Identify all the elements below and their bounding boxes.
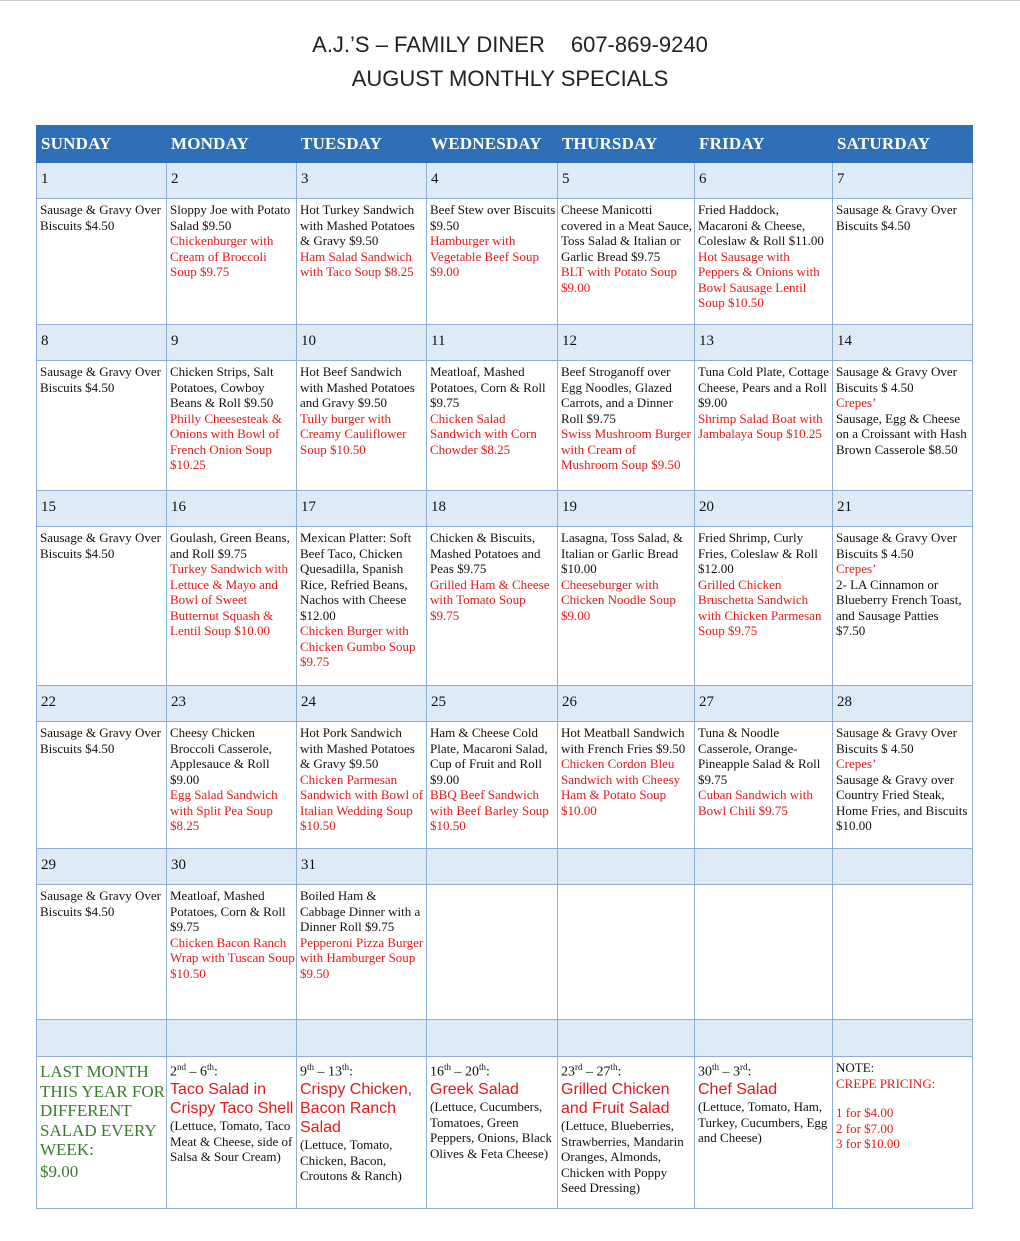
crepe-special: 2- LA Cinnamon or Blueberry French Toast, and Sausage Patties $7.50: [836, 576, 962, 638]
weekday-header: WEDNESDAY: [427, 126, 558, 163]
sandwich-soup-special: Grilled Ham & Cheese with Tomato Soup $9.75: [430, 576, 550, 623]
spacer-row: [37, 1020, 973, 1057]
phone-number: 607-869-9240: [570, 32, 708, 57]
regular-special: Cheese Manicotti covered in a Meat Sauce, Toss Salad & Italian or Garlic Bread $9.75: [561, 202, 693, 264]
regular-special: Sausage & Gravy Over Biscuits $4.50: [40, 530, 161, 561]
day-cell: [297, 722, 427, 849]
day-cell: [833, 199, 973, 325]
day-cell: [427, 722, 558, 849]
day-cell: [558, 199, 695, 325]
date-number: 23: [167, 686, 297, 722]
salad-name: Chef Salad: [698, 1081, 778, 1099]
sandwich-soup-special: Hamburger with Vegetable Beef Soup $9.00: [430, 233, 540, 279]
spacer-cell: [37, 1020, 167, 1057]
date-number: 3: [297, 163, 427, 199]
regular-special: Chicken Strips, Salt Potatoes, Cowboy Beans & Roll $9.50: [170, 364, 274, 410]
regular-special: Meatloaf, Mashed Potatoes, Corn & Roll $9.75: [430, 364, 546, 410]
day-cell: [37, 722, 167, 849]
date-number: 8: [37, 325, 167, 361]
regular-special: Sausage & Gravy Over Biscuits $ 4.50: [836, 530, 957, 561]
salad-row: [37, 1057, 973, 1209]
day-cell: [427, 527, 558, 686]
day-cell: [558, 722, 695, 849]
date-number: 26: [558, 686, 695, 722]
date-number: 24: [297, 686, 427, 722]
salad-description: (Lettuce, Blueberries, Strawberries, Mandarin Oranges, Almonds, Chicken with Poppy Seed Dressing): [561, 1118, 684, 1196]
date-number: 30: [167, 849, 297, 885]
salad-name: Greek Salad: [430, 1081, 519, 1099]
date-number: 10: [297, 325, 427, 361]
regular-special: Meatloaf, Mashed Potatoes, Corn & Roll $9.75: [170, 888, 286, 934]
day-cell: [695, 199, 833, 325]
weekday-header: SUNDAY: [37, 126, 167, 163]
date-number: [427, 849, 558, 885]
date-row: [37, 849, 973, 885]
spacer-cell: [695, 1020, 833, 1057]
date-number: 19: [558, 491, 695, 527]
sandwich-soup-special: Turkey Sandwich with Lettuce & Mayo and Bowl of Sweet Butternut Squash & Lentil Soup $10.00: [170, 561, 288, 638]
regular-special: Boiled Ham & Cabbage Dinner with a Dinner Roll $9.75: [300, 888, 421, 934]
date-row: [37, 163, 973, 199]
day-cell: [427, 361, 558, 491]
crepe-special: Sausage & Gravy over Country Fried Steak, Home Fries, and Biscuits $10.00: [836, 771, 968, 833]
sandwich-soup-special: Cuban Sandwich with Bowl Chili $9.75: [698, 787, 813, 818]
regular-special: Sausage & Gravy Over Biscuits $4.50: [40, 725, 161, 756]
date-number: 17: [297, 491, 427, 527]
regular-special: Tuna & Noodle Casserole, Orange-Pineapple Salad & Roll $9.75: [698, 725, 821, 787]
sandwich-soup-special: BLT with Potato Soup $9.00: [561, 264, 677, 295]
regular-special: Ham & Cheese Cold Plate, Macaroni Salad, Cup of Fruit and Roll $9.00: [430, 725, 548, 787]
regular-special: Chicken & Biscuits, Mashed Potatoes and Peas $9.75: [430, 530, 541, 576]
salad-date-range: 2nd – 6th:: [170, 1062, 218, 1080]
crepes-label: Crepes’: [836, 756, 877, 771]
date-number: 25: [427, 686, 558, 722]
salad-date-range: 23rd – 27th:: [561, 1062, 622, 1080]
sandwich-soup-special: Grilled Chicken Bruschetta Sandwich with Chicken Parmesan Soup $9.75: [698, 576, 822, 638]
regular-special: Lasagna, Toss Salad, & Italian or Garlic Bread $10.00: [561, 530, 683, 576]
day-cell: [37, 527, 167, 686]
crepe-price: 3 for $10.00: [836, 1136, 900, 1151]
regular-special: Hot Turkey Sandwich with Mashed Potatoes & Gravy $9.50: [300, 202, 415, 248]
salad-name: Grilled Chicken and Fruit Salad: [561, 1081, 670, 1118]
sandwich-soup-special: Chicken Salad Sandwich with Corn Chowder $8.25: [430, 410, 537, 457]
crepe-pricing-cell: [833, 1057, 973, 1209]
weekday-header-row: [37, 126, 973, 163]
day-cell: [558, 361, 695, 491]
day-cell: [833, 722, 973, 849]
salad-week-cell: [427, 1057, 558, 1209]
regular-special: Sausage & Gravy Over Biscuits $4.50: [836, 202, 957, 233]
regular-special: Sausage & Gravy Over Biscuits $ 4.50: [836, 725, 957, 756]
date-number: 28: [833, 686, 973, 722]
date-number: [558, 849, 695, 885]
salad-week-cell: [297, 1057, 427, 1209]
weekday-header: FRIDAY: [695, 126, 833, 163]
date-number: 16: [167, 491, 297, 527]
date-number: 12: [558, 325, 695, 361]
day-cell: [167, 361, 297, 491]
regular-special: Beef Stroganoff over Egg Noodles, Glazed Carrots, and a Dinner Roll $9.75: [561, 364, 673, 426]
salad-promo-cell: [37, 1057, 167, 1209]
regular-special: Tuna Cold Plate, Cottage Cheese, Pears and a Roll $9.00: [698, 364, 829, 410]
salad-week-cell: [695, 1057, 833, 1209]
salad-date-range: 30th – 3rd:: [698, 1062, 752, 1080]
weekday-header: TUESDAY: [297, 126, 427, 163]
regular-special: Sausage & Gravy Over Biscuits $ 4.50: [836, 364, 957, 395]
date-number: 27: [695, 686, 833, 722]
weekday-header: THURSDAY: [558, 126, 695, 163]
regular-special: Sausage & Gravy Over Biscuits $4.50: [40, 364, 161, 395]
regular-special: Sausage & Gravy Over Biscuits $4.50: [40, 888, 161, 919]
regular-special: Goulash, Green Beans, and Roll $9.75: [170, 530, 290, 561]
spacer-cell: [833, 1020, 973, 1057]
day-cell: [167, 722, 297, 849]
date-number: 1: [37, 163, 167, 199]
date-number: 31: [297, 849, 427, 885]
date-number: 20: [695, 491, 833, 527]
crepe-pricing-heading: CREPE PRICING:: [836, 1075, 936, 1091]
date-number: 22: [37, 686, 167, 722]
sandwich-soup-special: Tully burger with Creamy Cauliflower Soup $10.50: [300, 410, 407, 457]
page-header: [0, 28, 1020, 96]
date-number: 2: [167, 163, 297, 199]
restaurant-name: A.J.’S – FAMILY DINER: [312, 32, 545, 57]
date-number: 14: [833, 325, 973, 361]
sandwich-soup-special: Pepperoni Pizza Burger with Hamburger Soup $9.50: [300, 934, 424, 981]
specials-row: [37, 199, 973, 325]
regular-special: Hot Pork Sandwich with Mashed Potatoes & Gravy $9.50: [300, 725, 415, 771]
regular-special: Sloppy Joe with Potato Salad $9.50: [170, 202, 291, 233]
empty-cell: [695, 885, 833, 1020]
sandwich-soup-special: Egg Salad Sandwich with Split Pea Soup $8.25: [170, 787, 278, 833]
date-number: 13: [695, 325, 833, 361]
crepes-label: Crepes’: [836, 395, 877, 410]
date-number: [833, 849, 973, 885]
empty-cell: [427, 885, 558, 1020]
date-row: [37, 491, 973, 527]
sandwich-soup-special: Hot Sausage with Peppers & Onions with Bowl Sausage Lentil Soup $10.50: [698, 248, 820, 310]
regular-special: Beef Stew over Biscuits $9.50: [430, 202, 556, 233]
salad-promo-price: $9.00: [40, 1161, 79, 1181]
note-label: NOTE:: [836, 1060, 875, 1075]
date-number: 18: [427, 491, 558, 527]
date-number: 15: [37, 491, 167, 527]
sandwich-soup-special: Philly Cheesesteak & Onions with Bowl of French Onion Soup $10.25: [170, 410, 282, 472]
spacer-cell: [297, 1020, 427, 1057]
regular-special: Sausage & Gravy Over Biscuits $4.50: [40, 202, 161, 233]
weekday-header: SATURDAY: [833, 126, 973, 163]
sandwich-soup-special: Chicken Cordon Bleu Sandwich with Cheesy Ham & Potato Soup $10.00: [561, 756, 681, 818]
date-number: 29: [37, 849, 167, 885]
regular-special: Cheesy Chicken Broccoli Casserole, Applesauce & Roll $9.00: [170, 725, 272, 787]
sandwich-soup-special: Chicken Bacon Ranch Wrap with Tuscan Soup $10.50: [170, 934, 295, 981]
crepe-special: Sausage, Egg & Cheese on a Croissant with Hash Brown Casserole $8.50: [836, 410, 967, 457]
day-cell: [167, 199, 297, 325]
crepes-label: Crepes’: [836, 561, 877, 576]
specials-row: [37, 885, 973, 1020]
weekday-header: MONDAY: [167, 126, 297, 163]
sandwich-soup-special: Chicken Burger with Chicken Gumbo Soup $9.75: [300, 623, 416, 669]
salad-description: (Lettuce, Tomato, Ham, Turkey, Cucumbers, Egg and Cheese): [698, 1099, 828, 1146]
date-row: [37, 325, 973, 361]
spacer-cell: [167, 1020, 297, 1057]
top-rule: [0, 0, 1020, 5]
sandwich-soup-special: Chicken Parmesan Sandwich with Bowl of Italian Wedding Soup $10.50: [300, 771, 424, 833]
day-cell: [695, 722, 833, 849]
salad-week-cell: [558, 1057, 695, 1209]
day-cell: [833, 527, 973, 686]
day-cell: [427, 199, 558, 325]
salad-description: (Lettuce, Tomato, Chicken, Bacon, Croutons & Ranch): [300, 1137, 402, 1184]
salad-name: Taco Salad in Crispy Taco Shell: [170, 1081, 294, 1118]
day-cell: [297, 199, 427, 325]
date-number: 9: [167, 325, 297, 361]
salad-description: (Lettuce, Cucumbers, Tomatoes, Green Peppers, Onions, Black Olives & Feta Cheese): [430, 1099, 553, 1161]
date-number: 11: [427, 325, 558, 361]
date-number: 21: [833, 491, 973, 527]
page-subtitle: AUGUST MONTHLY SPECIALS: [351, 66, 669, 91]
day-cell: [167, 885, 297, 1020]
specials-row: [37, 722, 973, 849]
specials-row: [37, 527, 973, 686]
regular-special: Hot Meatball Sandwich with French Fries $9.50: [561, 725, 686, 756]
sandwich-soup-special: BBQ Beef Sandwich with Beef Barley Soup $10.50: [430, 787, 549, 833]
day-cell: [833, 361, 973, 491]
spacer-cell: [558, 1020, 695, 1057]
date-number: 5: [558, 163, 695, 199]
day-cell: [695, 361, 833, 491]
day-cell: [558, 527, 695, 686]
day-cell: [37, 199, 167, 325]
day-cell: [167, 527, 297, 686]
regular-special: Hot Beef Sandwich with Mashed Potatoes and Gravy $9.50: [300, 364, 415, 410]
sandwich-soup-special: Swiss Mushroom Burger with Cream of Mushroom Soup $9.50: [561, 426, 691, 472]
specials-row: [37, 361, 973, 491]
day-cell: [695, 527, 833, 686]
salad-description: (Lettuce, Tomato, Taco Meat & Cheese, side of Salsa & Sour Cream): [170, 1118, 293, 1165]
salad-date-range: 16th – 20th:: [430, 1062, 490, 1080]
regular-special: Fried Shrimp, Curly Fries, Coleslaw & Roll $12.00: [698, 530, 818, 576]
day-cell: [37, 361, 167, 491]
date-row: [37, 686, 973, 722]
sandwich-soup-special: Shrimp Salad Boat with Jambalaya Soup $10.25: [698, 410, 823, 441]
regular-special: Mexican Platter: Soft Beef Taco, Chicken Quesadilla, Spanish Rice, Refried Beans, Nachos with Cheese $12.00: [300, 530, 412, 623]
crepe-price: 2 for $7.00: [836, 1120, 894, 1136]
date-number: [695, 849, 833, 885]
salad-date-range: 9th – 13th:: [300, 1062, 353, 1080]
sandwich-soup-special: Ham Salad Sandwich with Taco Soup $8.25: [300, 248, 414, 279]
sandwich-soup-special: Cheeseburger with Chicken Noodle Soup $9.00: [561, 576, 676, 623]
regular-special: Fried Haddock, Macaroni & Cheese, Coleslaw & Roll $11.00: [698, 202, 824, 248]
date-number: 4: [427, 163, 558, 199]
day-cell: [37, 885, 167, 1020]
salad-name: Crispy Chicken, Bacon Ranch Salad: [300, 1081, 413, 1137]
date-number: 7: [833, 163, 973, 199]
specials-calendar: [36, 125, 973, 1209]
empty-cell: [833, 885, 973, 1020]
spacer-cell: [427, 1020, 558, 1057]
salad-week-cell: [167, 1057, 297, 1209]
date-number: 6: [695, 163, 833, 199]
salad-promo-title: LAST MONTH THIS YEAR FOR DIFFERENT SALAD EVERY WEEK:: [40, 1062, 165, 1159]
sandwich-soup-special: Chickenburger with Cream of Broccoli Soup $9.75: [170, 233, 274, 279]
empty-cell: [558, 885, 695, 1020]
day-cell: [297, 885, 427, 1020]
day-cell: [297, 361, 427, 491]
header-line-1: [0, 28, 1020, 62]
crepe-price: 1 for $4.00: [836, 1105, 894, 1120]
day-cell: [297, 527, 427, 686]
